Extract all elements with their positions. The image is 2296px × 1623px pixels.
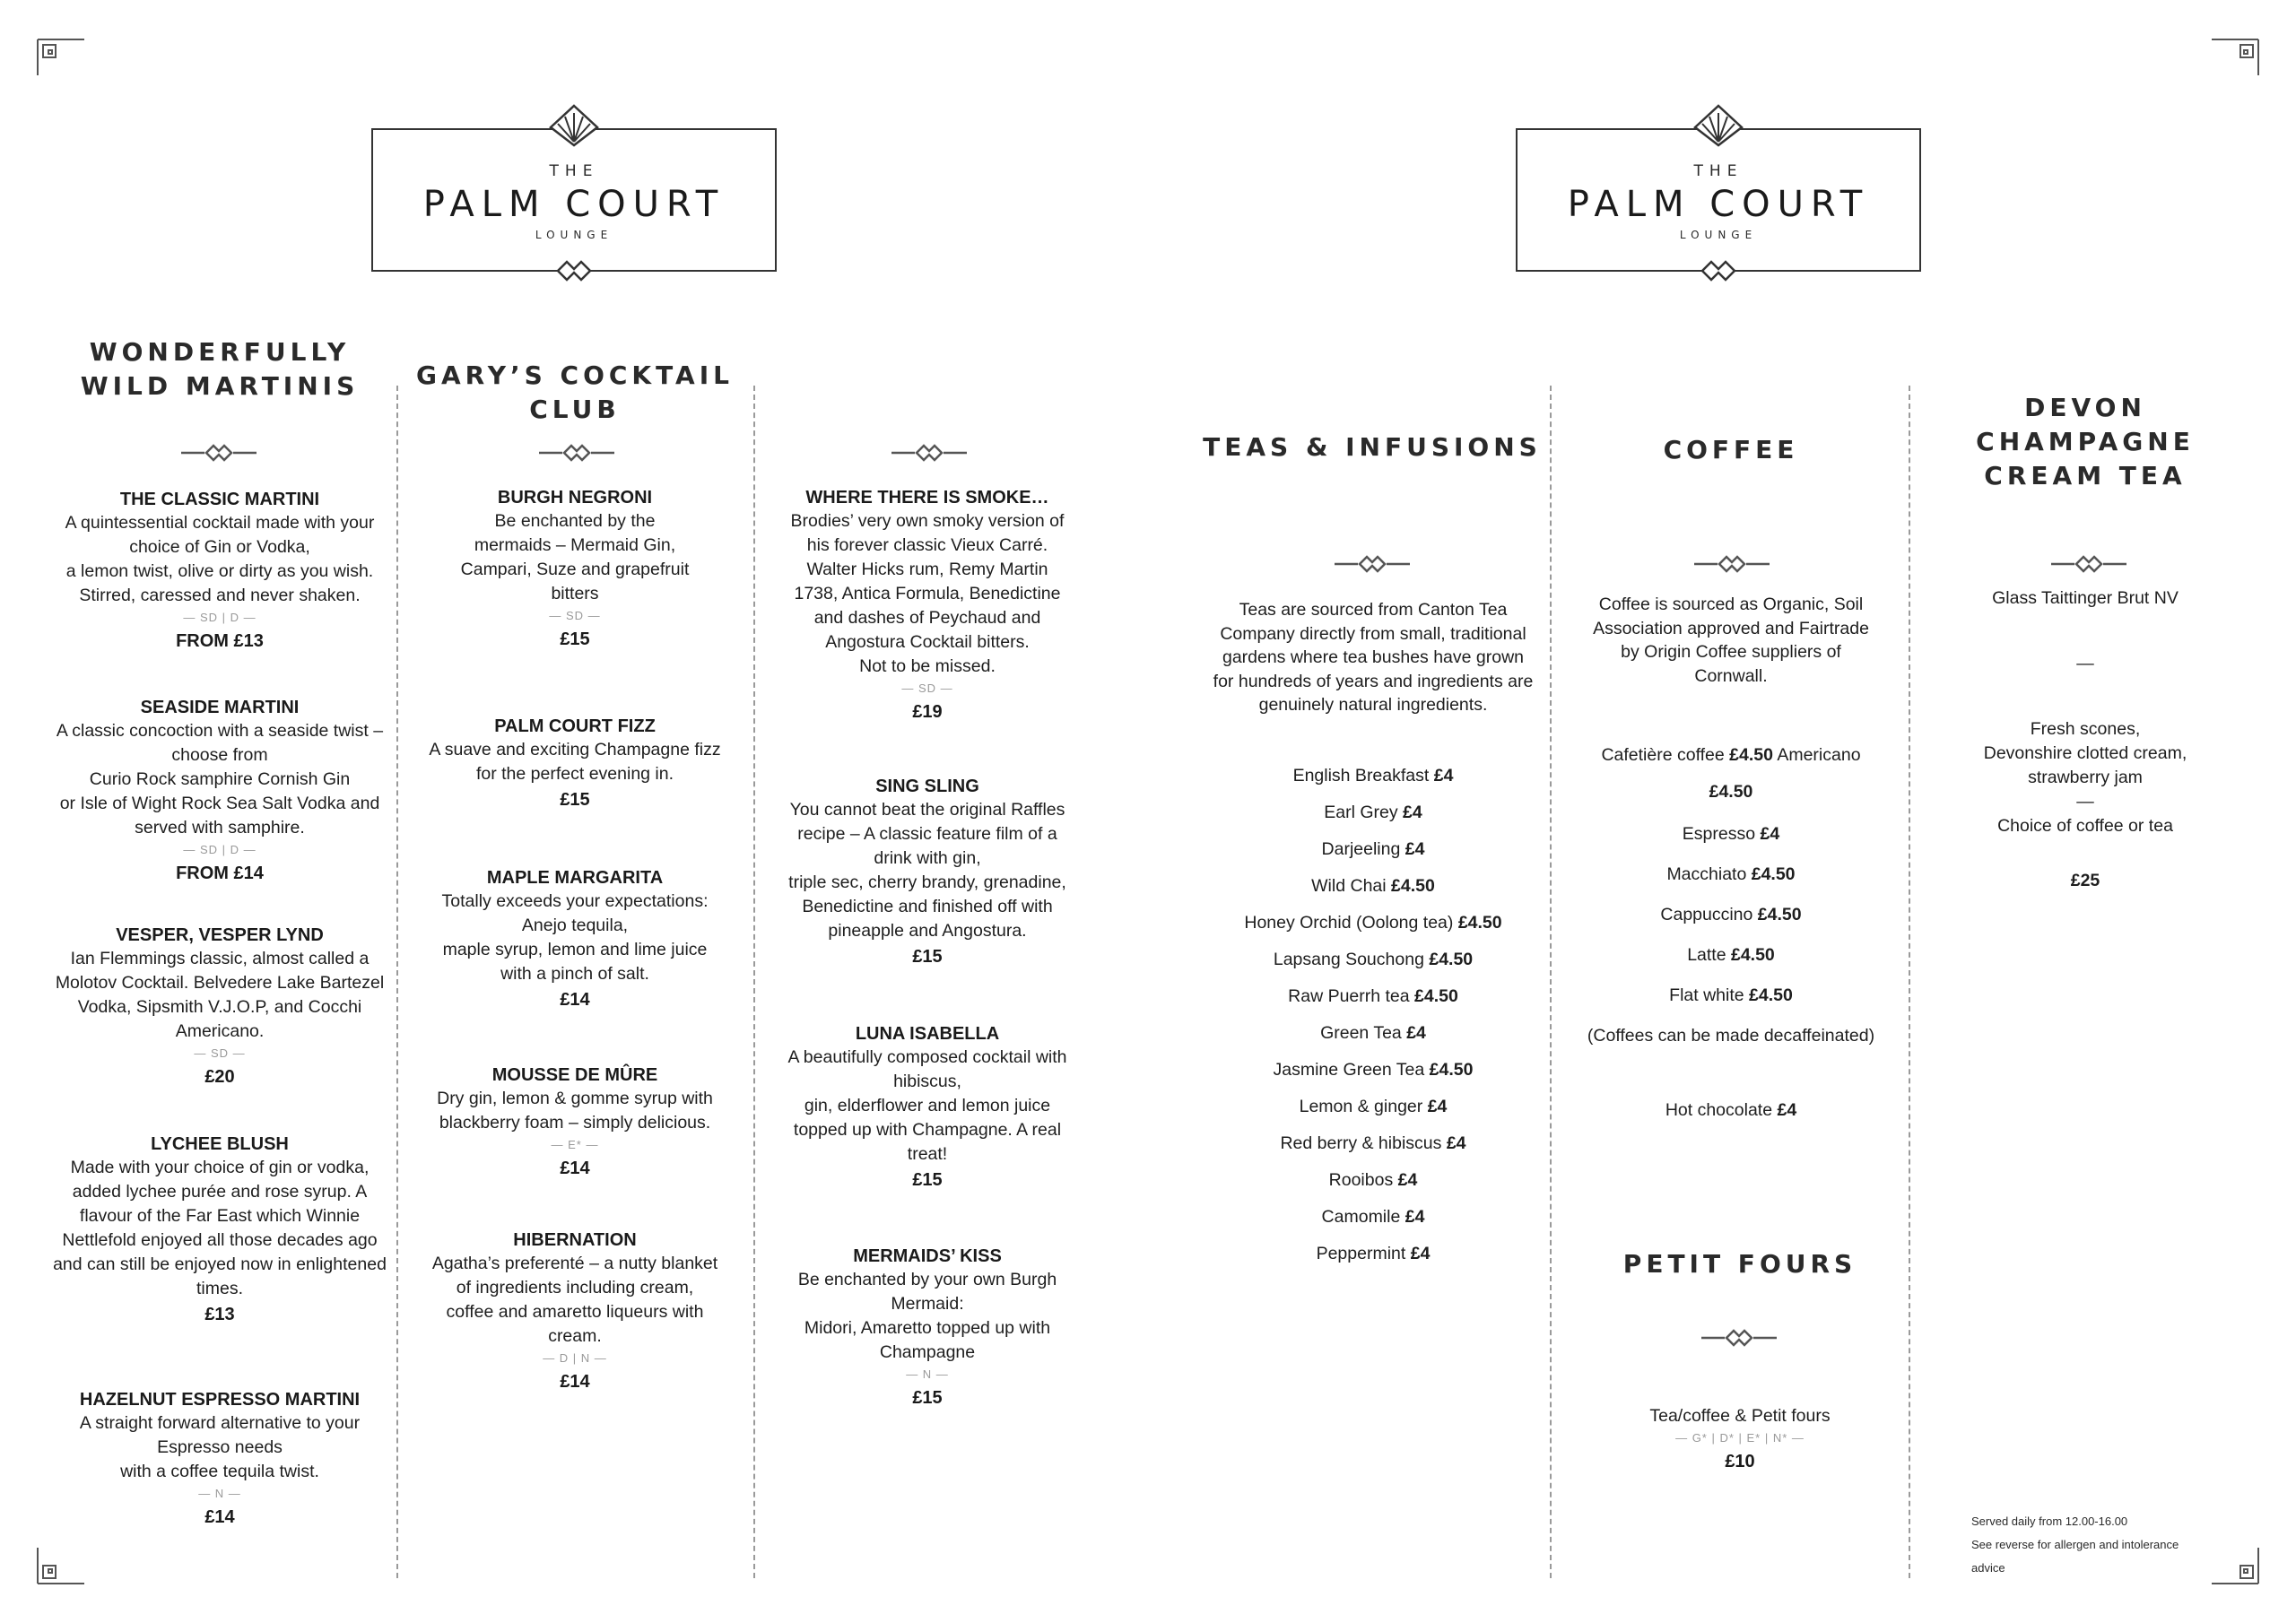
corner-ornament-icon (2210, 38, 2260, 77)
tea-name: Camomile (1321, 1207, 1401, 1227)
item-price: £14 (560, 990, 590, 1010)
tea-name: Red berry & hibiscus (1280, 1133, 1442, 1153)
tea-name: Lapsang Souchong (1273, 950, 1424, 969)
tea-price: £4.50 (1391, 876, 1435, 896)
logo-title: PALM COURT (422, 184, 726, 225)
item-description: Made with your choice of gin or vodka, added lychee purée and rose syrup. A flavour of the Far East which Winnie Nettlefold enjoyed all those decades ago and can still be enjoyed now in enlightened times. (53, 1158, 387, 1298)
allergen-tags: — N — (198, 1487, 241, 1500)
menu-item (36, 924, 404, 1090)
coffee-price: £4.50 (1757, 905, 1802, 924)
tea-row (1202, 831, 1544, 868)
item-price: £14 (204, 1507, 235, 1527)
item-name: PALM COURT FIZZ (494, 716, 656, 736)
item-name: VESPER, VESPER LYND (116, 925, 324, 945)
menu-item (756, 775, 1099, 970)
cream-tea-details (1915, 586, 2256, 893)
item-name: THE CLASSIC MARTINI (119, 490, 320, 509)
column-divider (1909, 386, 1910, 1578)
coffee-row (1556, 935, 1906, 976)
column-divider (1550, 386, 1552, 1578)
coffee-name: Espresso (1682, 824, 1756, 844)
coffee-name: Hot chocolate (1665, 1100, 1773, 1120)
item-name: MERMAIDS’ KISS (853, 1246, 1002, 1266)
item-price: FROM £14 (176, 864, 264, 883)
tea-name: Raw Puerrh tea (1288, 986, 1410, 1006)
tea-list (1202, 758, 1544, 1272)
item-name: SEASIDE MARTINI (140, 698, 300, 717)
food-line: Fresh scones, Devonshire clotted cream, strawberry jam (1983, 719, 2187, 787)
item-description: Brodies’ very own smoky version of his forever classic Vieux Carré. Walter Hicks rum, Remy Martin 1738, Antica Formula, Benedictine and dashes of Peychaud and Angostura Cocktail bitters. Not to be missed. (790, 511, 1065, 676)
cream-tea-price: £25 (2070, 871, 2100, 890)
tea-price: £4.50 (1429, 950, 1474, 969)
menu-item (399, 1063, 751, 1182)
menu-item (36, 696, 404, 887)
tea-name: Darjeeling (1321, 839, 1401, 859)
item-price: £19 (912, 702, 943, 722)
tea-row (1202, 905, 1544, 942)
tea-name: Green Tea (1320, 1023, 1402, 1043)
allergen-tags: — D | N — (543, 1351, 607, 1365)
item-name: SING SLING (875, 777, 979, 796)
tea-price: £4.50 (1429, 1060, 1474, 1080)
item-description: You cannot beat the original Raffles recipe – A classic feature film of a drink with gin, triple sec, cherry brandy, grenadine, Benedictine and finished off with pineapple and Angostura. (788, 800, 1066, 941)
tea-price: £4 (1446, 1133, 1466, 1153)
diamond-knot-icon (1699, 259, 1738, 282)
tea-price: £4 (1397, 1170, 1418, 1190)
section-ornament-icon (1335, 552, 1410, 576)
coffee-price: £4.50 (1730, 945, 1775, 965)
tea-name: Peppermint (1316, 1244, 1406, 1263)
coffee-title: COFFEE (1663, 435, 1799, 464)
menu-item (36, 1133, 404, 1328)
section-ornament-icon (2051, 552, 2126, 576)
item-description: Be enchanted by your own Burgh Mermaid: Midori, Amaretto topped up with Champagne (797, 1270, 1057, 1362)
menu-item (756, 1022, 1099, 1193)
coffee-row (1556, 1092, 1906, 1129)
allergen-tags: — SD — (194, 1046, 246, 1060)
item-description: Agatha’s preferenté – a nutty blanket of ingredients including cream, coffee and amaretto liqueurs with cream. (431, 1254, 718, 1346)
menu-item (399, 715, 751, 813)
tea-name: Rooibos (1328, 1170, 1394, 1190)
item-price: £15 (560, 629, 590, 649)
item-description: Dry gin, lemon & gomme syrup with blackberry foam – simply delicious. (437, 1089, 713, 1133)
petit-fours-title: PETIT FOURS (1622, 1249, 1857, 1279)
item-price: £10 (1725, 1452, 1755, 1471)
coffee-row (1556, 814, 1906, 855)
item-name: LUNA ISABELLA (855, 1024, 1000, 1044)
logo-the: THE (549, 162, 599, 180)
tea-price: £4.50 (1457, 913, 1502, 933)
champagne-line: Glass Taittinger Brut NV (1992, 588, 2179, 608)
tea-row (1202, 942, 1544, 978)
coffee-name: Cafetière coffee (1601, 745, 1725, 765)
palm-court-logo (1516, 128, 1921, 272)
separator: — (2076, 792, 2094, 812)
martinis-column (36, 0, 404, 1623)
logo-the: THE (1693, 162, 1744, 180)
coffee-row (1556, 895, 1906, 935)
item-price: £15 (912, 1388, 943, 1408)
coffee-name: Flat white (1669, 985, 1744, 1005)
tea-name: Wild Chai (1311, 876, 1387, 896)
coffee-row (1556, 976, 1906, 1016)
item-name: BURGH NEGRONI (497, 488, 653, 508)
logo-title: PALM COURT (1567, 184, 1870, 225)
coffee-name: Cappuccino (1660, 905, 1753, 924)
allergen-tags: — G* | D* | E* | N* — (1675, 1431, 1805, 1445)
item-description: A beautifully composed cocktail with hibiscus, gin, elderflower and lemon juice topped up with Champagne. A real treat! (787, 1047, 1067, 1164)
allergen-tags: — SD — (549, 609, 601, 622)
section-ornament-icon (1694, 552, 1770, 576)
menu-item (399, 1228, 751, 1395)
item-name: HAZELNUT ESPRESSO MARTINI (79, 1390, 361, 1410)
item-price: £20 (204, 1067, 235, 1087)
tea-price: £4.50 (1414, 986, 1458, 1006)
tea-name: Honey Orchid (Oolong tea) (1244, 913, 1454, 933)
item-price: £15 (560, 790, 590, 810)
tea-row (1202, 1052, 1544, 1089)
tea-name: Lemon & ginger (1299, 1097, 1423, 1116)
tea-row (1202, 1125, 1544, 1162)
tea-price: £4 (1410, 1244, 1431, 1263)
coffee-name: Americano (1777, 745, 1861, 765)
section-ornament-icon (1701, 1326, 1777, 1350)
allergen-tags: — N — (906, 1367, 949, 1381)
cocktails-column-left (399, 0, 751, 1623)
tea-price: £4 (1406, 1023, 1426, 1043)
cream-tea-title: DEVON CHAMPAGNE CREAM TEA (1976, 393, 2195, 490)
palm-fan-icon (1692, 102, 1745, 147)
coffee-price: £4.50 (1751, 864, 1796, 884)
drink-line: Choice of coffee or tea (1997, 816, 2173, 836)
item-description: A suave and exciting Champagne fizz for the perfect evening in. (429, 740, 721, 784)
item-description: A quintessential cocktail made with your choice of Gin or Vodka, a lemon twist, olive or dirty as you wish. Stirred, caressed and never shaken. (65, 513, 375, 605)
menu-item (36, 1388, 404, 1531)
item-price: £15 (912, 947, 943, 967)
tea-row (1202, 794, 1544, 831)
item-price: £15 (912, 1170, 943, 1190)
coffee-list (1556, 737, 1906, 1129)
cocktails-column-right (756, 0, 1099, 1623)
tea-name: English Breakfast (1292, 766, 1430, 785)
item-description: Totally exceeds your expectations: Anejo tequila, maple syrup, lemon and lime juice with a pinch of salt. (441, 891, 709, 984)
coffee-price: £4 (1760, 824, 1780, 844)
menu-item (756, 486, 1099, 725)
item-name: WHERE THERE IS SMOKE… (805, 488, 1049, 508)
tea-price: £4 (1433, 766, 1454, 785)
item-description: Tea/coffee & Petit fours (1649, 1406, 1831, 1426)
martinis-title: WONDERFULLY WILD MARTINIS (80, 337, 360, 401)
tea-row (1202, 1089, 1544, 1125)
tea-row (1202, 1162, 1544, 1199)
coffee-intro: Coffee is sourced as Organic, Soil Association approved and Fairtrade by Origin Coffee suppliers of Cornwall. (1593, 595, 1869, 686)
tea-row (1202, 1015, 1544, 1052)
coffee-price: £4.50 (1749, 985, 1793, 1005)
item-description: Ian Flemmings classic, almost called a Molotov Cocktail. Belvedere Lake Bartezel Vodka, Sipsmith V.J.O.P, and Cocchi Americano. (55, 949, 385, 1041)
coffee-price: £4.50 (1709, 782, 1753, 802)
item-name: MAPLE MARGARITA (486, 868, 664, 888)
teas-intro: Teas are sourced from Canton Tea Company directly from small, traditional gardens where tea bushes have grown for hundreds of years and ingredients are genuinely natural ingredients. (1213, 600, 1534, 715)
menu-item (1565, 1404, 1915, 1475)
decaf-note: (Coffees can be made decaffeinated) (1587, 1026, 1875, 1046)
coffee-price: £4.50 (1729, 745, 1773, 765)
service-note: Served daily from 12.00-16.00 See reverse for allergen and intolerance advice (1971, 1515, 2179, 1575)
coffee-price: £4 (1777, 1100, 1797, 1120)
coffee-row (1556, 855, 1906, 895)
column-divider (753, 386, 755, 1578)
teas-title: TEAS & INFUSIONS (1203, 432, 1542, 462)
menu-item (756, 1245, 1099, 1411)
allergen-tags: — E* — (551, 1138, 599, 1151)
tea-name: Jasmine Green Tea (1273, 1060, 1425, 1080)
allergen-tags: — SD | D — (183, 843, 257, 856)
coffee-name: Macchiato (1666, 864, 1747, 884)
item-name: LYCHEE BLUSH (151, 1134, 289, 1154)
coffee-row (1556, 737, 1906, 774)
item-name: HIBERNATION (513, 1230, 637, 1250)
tea-price: £4 (1405, 839, 1425, 859)
tea-row (1202, 868, 1544, 905)
coffee-name: Latte (1687, 945, 1726, 965)
tea-row (1202, 978, 1544, 1015)
item-name: MOUSSE DE MÛRE (491, 1065, 658, 1085)
item-price: £14 (560, 1159, 590, 1178)
tea-name: Earl Grey (1324, 803, 1398, 822)
cocktails-title: GARY’S COCKTAIL CLUB (416, 360, 734, 424)
item-price: £13 (204, 1305, 235, 1324)
tea-price: £4 (1427, 1097, 1448, 1116)
menu-item (36, 488, 404, 655)
tea-row (1202, 758, 1544, 794)
menu-item (399, 866, 751, 1013)
item-price: £14 (560, 1372, 590, 1392)
tea-row (1202, 1236, 1544, 1272)
separator: — (2076, 654, 2094, 673)
tea-row (1202, 1199, 1544, 1236)
menu-item (399, 486, 751, 653)
item-description: A straight forward alternative to your Espresso needs with a coffee tequila twist. (79, 1413, 361, 1481)
tea-price: £4 (1403, 803, 1422, 822)
allergen-tags: — SD | D — (183, 611, 257, 624)
item-description: A classic concoction with a seaside twist – choose from Curio Rock samphire Cornish Gin or Isle of Wight Rock Sea Salt Vodka and served with samphire. (56, 721, 384, 838)
logo-subtitle: LOUNGE (535, 229, 613, 241)
tea-price: £4 (1405, 1207, 1425, 1227)
logo-subtitle: LOUNGE (1679, 229, 1758, 241)
item-price: FROM £13 (176, 631, 264, 651)
allergen-tags: — SD — (901, 681, 953, 695)
item-description: Be enchanted by the mermaids – Mermaid Gin, Campari, Suze and grapefruit bitters (460, 511, 690, 603)
